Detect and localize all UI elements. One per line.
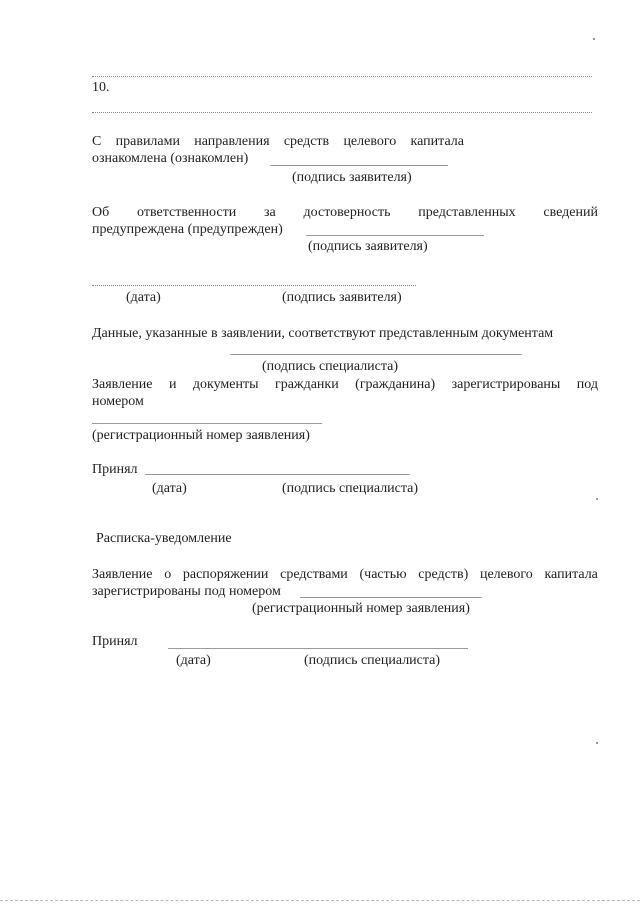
applicant-signature-line-2[interactable] (306, 235, 484, 236)
reg-number-label-2: (регистрационный номер заявления) (252, 601, 470, 616)
date-label-2: (дата) (152, 481, 187, 496)
responsibility-line-2: предупреждена (предупрежден) (92, 222, 283, 237)
date-signature-line-1[interactable] (92, 285, 416, 286)
reg-number-line-2[interactable] (300, 597, 482, 598)
registered-line-2: номером (92, 394, 144, 409)
rules-line-1: С правилами направления средств целевого капитала (92, 134, 464, 149)
scan-speck (596, 498, 598, 500)
scan-speck (593, 38, 595, 40)
date-label-3: (дата) (176, 653, 211, 668)
responsibility-line-1: Об ответственности за достоверность представленных сведений (92, 205, 598, 220)
registered-line-1: Заявление и документы гражданки (гражданина) зарегистрированы под (92, 377, 598, 392)
rules-line-2: ознакомлена (ознакомлен) (92, 151, 249, 166)
item-number: 10. (92, 80, 110, 95)
specialist-signature-line-1[interactable] (230, 354, 522, 355)
scan-speck (596, 742, 598, 744)
specialist-signature-label-1: (подпись специалиста) (262, 359, 399, 374)
accepted-label-1: Принял (92, 462, 138, 477)
disposal-line-2: зарегистрированы под номером (92, 584, 281, 599)
specialist-signature-label-2: (подпись специалиста) (282, 481, 419, 496)
applicant-signature-label-3: (подпись заявителя) (282, 290, 402, 305)
applicant-signature-label-1: (подпись заявителя) (292, 170, 412, 185)
scan-bottom-edge (0, 900, 640, 901)
accepted-line-2[interactable] (168, 648, 468, 649)
item-dotted-rule (92, 112, 592, 113)
reg-number-line-1[interactable] (92, 423, 322, 424)
applicant-signature-label-2: (подпись заявителя) (308, 239, 428, 254)
receipt-title: Расписка-уведомление (96, 531, 232, 546)
accepted-label-2: Принял (92, 634, 138, 649)
applicant-signature-line-1[interactable] (270, 165, 448, 166)
accepted-line-1[interactable] (145, 474, 410, 475)
top-dotted-rule (92, 76, 592, 77)
data-match-statement: Данные, указанные в заявлении, соответствуют представленным документам (92, 326, 554, 341)
date-label-1: (дата) (126, 290, 161, 305)
reg-number-label-1: (регистрационный номер заявления) (92, 428, 310, 443)
disposal-line-1: Заявление о распоряжении средствами (частью средств) целевого капитала (92, 567, 598, 582)
specialist-signature-label-3: (подпись специалиста) (304, 653, 441, 668)
